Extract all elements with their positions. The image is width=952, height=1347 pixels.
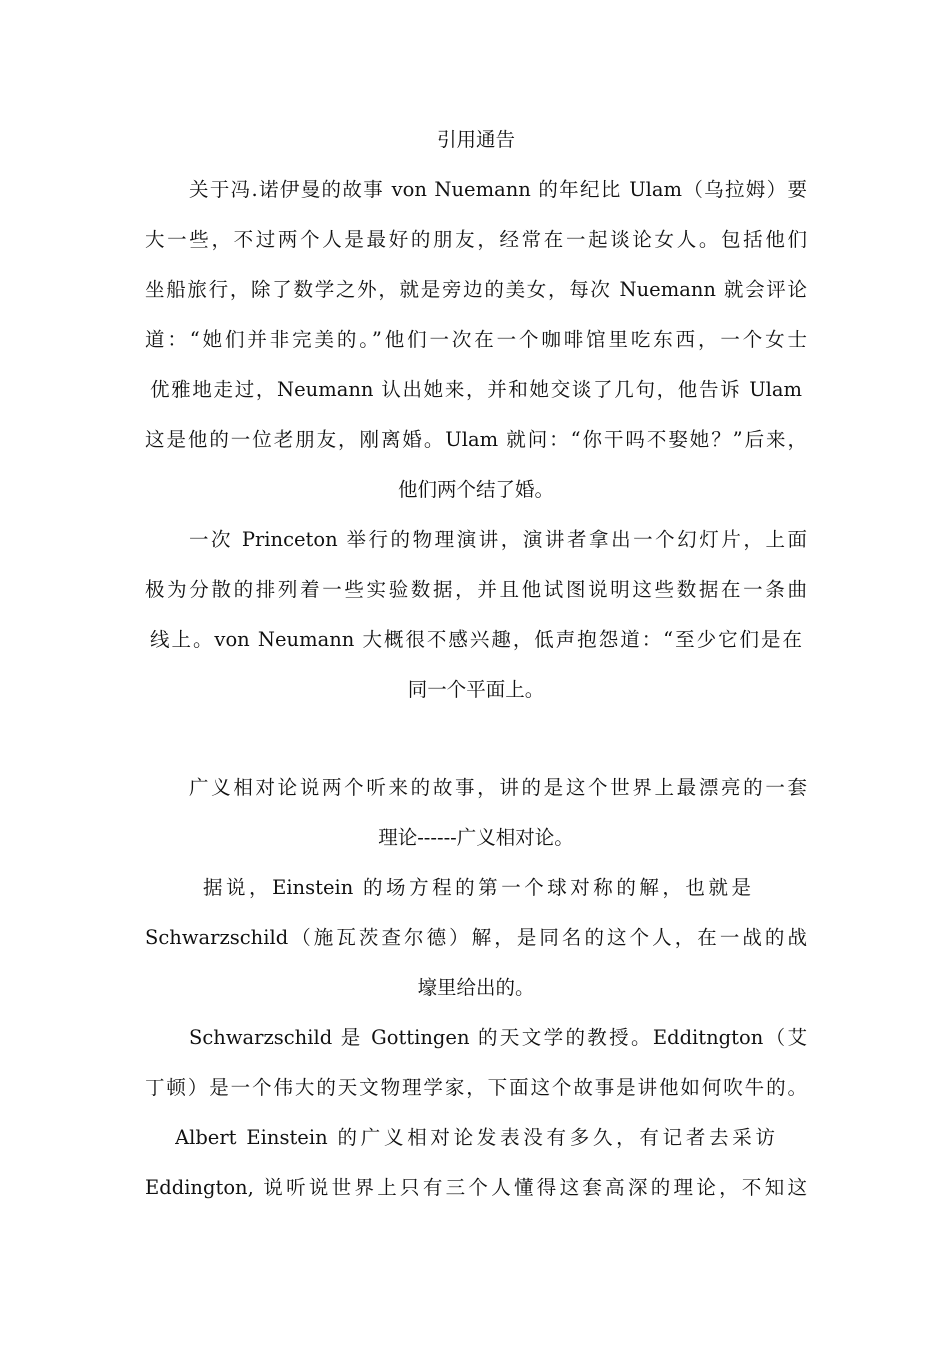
paragraph-line: 优雅地走过，Neumann 认出她来，并和她交谈了几句，他告诉 Ulam [150,378,802,401]
paragraph-line: 大一些，不过两个人是最好的朋友，经常在一起谈论女人。包括他们 [145,228,807,251]
paragraph-line: 一次 Princeton 举行的物理演讲，演讲者拿出一个幻灯片，上面 [189,528,807,551]
paragraph-line: 壕里给出的。 [417,976,535,999]
paragraph-line: 线上。von Neumann 大概很不感兴趣，低声抱怨道：“至少它们是在 [150,628,802,651]
paragraph-line: 极为分散的排列着一些实验数据，并且他试图说明这些数据在一条曲 [145,578,807,601]
paragraph-line: 丁顿）是一个伟大的天文物理学家，下面这个故事是讲他如何吹牛的。 [145,1076,807,1099]
paragraph-line: 这是他的一位老朋友，刚离婚。Ulam 就问：“你干吗不娶她？”后来， [145,428,807,451]
paragraph-line: 关于冯.诺伊曼的故事 von Nuemann 的年纪比 Ulam（乌拉姆）要 [189,178,807,201]
paragraph-line: Eddington, 说听说世界上只有三个人懂得这套高深的理论，不知这 [145,1176,807,1199]
paragraph-line: 据说，Einstein 的场方程的第一个球对称的解，也就是 [203,876,751,899]
document-title: 引用通告 [436,128,515,151]
paragraph-line: 同一个平面上。 [407,678,545,701]
paragraph-line: Schwarzschild 是 Gottingen 的天文学的教授。Edditngton（艾 [189,1026,807,1049]
paragraph-line: 坐船旅行，除了数学之外，就是旁边的美女，每次 Nuemann 就会评论 [145,278,807,301]
paragraph-line: Albert Einstein 的广义相对论发表没有多久，有记者去采访 [175,1126,775,1149]
paragraph-line: 广义相对论说两个听来的故事，讲的是这个世界上最漂亮的一套 [189,776,807,799]
paragraph-line: 道：“她们并非完美的。”他们一次在一个咖啡馆里吃东西，一个女士 [145,328,807,351]
paragraph-line: Schwarzschild（施瓦茨查尔德）解，是同名的这个人，在一战的战 [145,926,807,949]
paragraph-line: 他们两个结了婚。 [397,478,554,501]
paragraph-line: 理论------广义相对论。 [378,826,574,849]
